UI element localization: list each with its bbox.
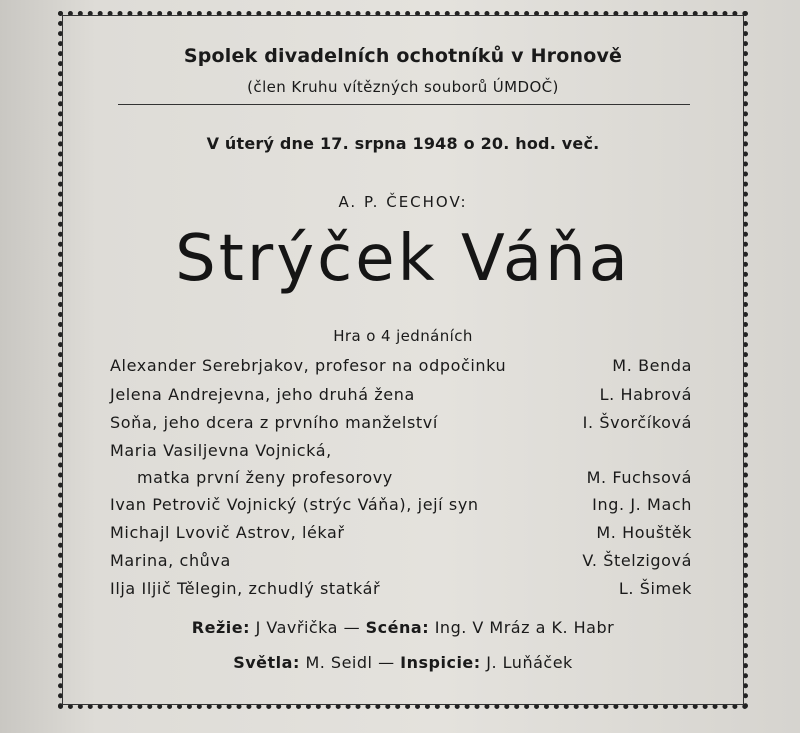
cast-row — [0, 579, 800, 605]
cast-role: Michajl Lvovič Astrov, lékař — [110, 523, 345, 542]
cast-actor: V. Štelzigová — [582, 551, 692, 570]
cast-row — [0, 523, 800, 549]
dash: — — [378, 653, 395, 672]
cast-row — [0, 413, 800, 439]
cast-actor: L. Šimek — [618, 579, 692, 598]
cast-row — [0, 356, 800, 382]
cast-actor: M. Benda — [612, 356, 692, 375]
prompter-name: J. Luňáček — [486, 653, 573, 672]
prompter-label: Inspicie: — [400, 653, 481, 672]
cast-role: Jelena Andrejevna, jeho druhá žena — [110, 385, 415, 404]
cast-role: Marina, chůva — [110, 551, 231, 570]
play-author: A. P. ČECHOV: — [338, 193, 468, 211]
cast-actor: Ing. J. Mach — [592, 495, 692, 514]
cast-actor: M. Fuchsová — [586, 468, 692, 487]
direction-name: J Vavřička — [255, 618, 338, 637]
cast-actor: L. Habrová — [599, 385, 692, 404]
organization-name: Spolek divadelních ochotníků v Hronově — [183, 45, 623, 67]
cast-actor: M. Houštěk — [596, 523, 692, 542]
membership-note: (člen Kruhu vítězných souborů ÚMDOČ) — [247, 78, 559, 96]
scene-label: Scéna: — [365, 618, 430, 637]
dash: — — [343, 618, 361, 637]
cast-role: matka první ženy profesorovy — [137, 468, 393, 487]
cast-role: Soňa, jeho dcera z prvního manželství — [110, 413, 438, 432]
cast-role: Ilja Iljič Tělegin, zchudlý statkář — [110, 579, 381, 598]
cast-row — [0, 551, 800, 577]
credits-direction-scene — [62, 618, 744, 637]
header-divider — [118, 104, 690, 105]
cast-row — [0, 441, 800, 467]
play-title: Strýček Váňa — [175, 222, 631, 296]
cast-role: Ivan Petrovič Vojnický (strýc Váňa), její syn — [110, 495, 479, 514]
lights-label: Světla: — [233, 653, 300, 672]
play-subtitle: Hra o 4 jednáních — [333, 327, 473, 345]
scene-name: Ing. V Mráz a K. Habr — [434, 618, 615, 637]
cast-row — [0, 495, 800, 521]
performance-date: V úterý dne 17. srpna 1948 o 20. hod. več. — [206, 134, 600, 153]
lights-name: M. Seidl — [305, 653, 373, 672]
direction-label: Režie: — [191, 618, 250, 637]
credits-lights-prompter — [62, 653, 744, 672]
cast-row — [0, 385, 800, 411]
cast-row — [0, 468, 800, 494]
cast-actor: I. Švorčíková — [582, 413, 692, 432]
cast-role: Alexander Serebrjakov, profesor na odpočinku — [110, 356, 507, 375]
cast-role: Maria Vasiljevna Vojnická, — [110, 441, 332, 460]
